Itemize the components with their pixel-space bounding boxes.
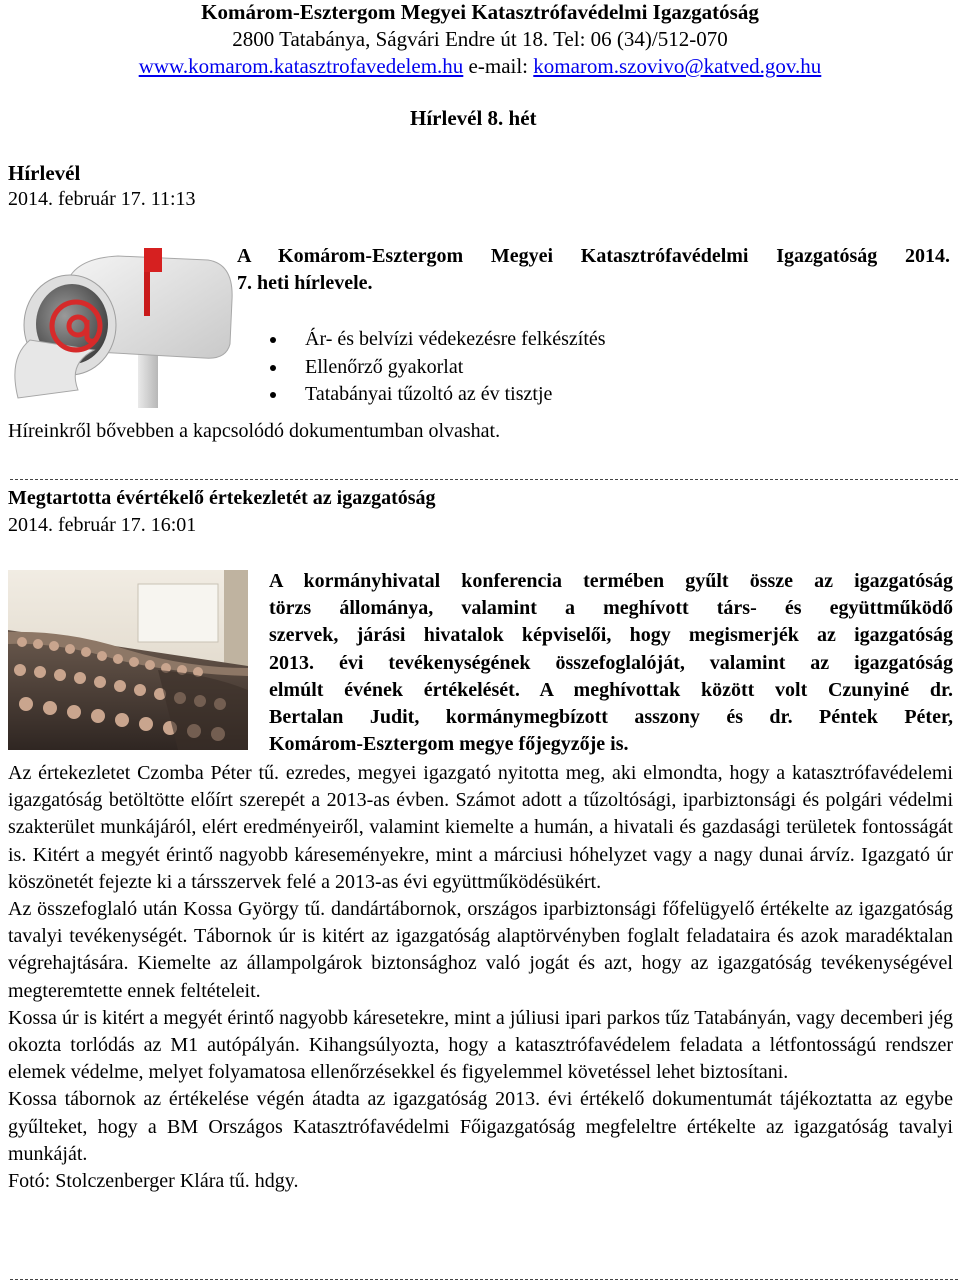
newsletter-label: Hírlevél [8, 161, 81, 185]
article-title: Megtartotta évértékelő értekezletét az igazgatóság [8, 487, 436, 509]
article-lead [269, 568, 953, 758]
intro-line-2: 7. heti hírlevele. [237, 272, 373, 294]
lead-line: törzs állománya, valamint a meghívott társ- és együttműködő [269, 597, 953, 620]
newsletter-title: Hírlevél 8. hét [410, 106, 537, 130]
list-item: Ellenőrző gyakorlat [270, 354, 606, 382]
list-item: Ár- és belvízi védekezésre felkészítés [270, 326, 606, 354]
lead-line: 2013. évi tevékenységének összefoglalóját, valamint az igazgatóság [269, 651, 953, 674]
highlights-list [270, 326, 606, 409]
newsletter-date: 2014. február 17. 11:13 [8, 188, 196, 210]
more-info-text: Híreinkről bővebben a kapcsolódó dokumentumban olvashat. [8, 420, 501, 442]
contact-line [0, 53, 960, 80]
intro-line-1: A Komárom-Esztergom Megyei Katasztrófavédelmi Igazgatóság 2014. [237, 245, 950, 267]
email-link[interactable]: komarom.szovivo@katved.gov.hu [533, 54, 822, 78]
divider [10, 1279, 958, 1280]
article-date: 2014. február 17. 16:01 [8, 514, 197, 536]
mailbox-icon [8, 240, 236, 408]
article-paragraph: Az értekezletet Czomba Péter tű. ezredes, megyei igazgató nyitotta meg, aki elmondta, hogy a katasztrófavédelemi igazgatóság betöltötte előírt szerepét a 2013-as évben. Számot adott a tűzoltósági, iparbiztonsági és polgári védelmi szakterület munkájáról, elért eredményeiről, valamint kiemelte a humán, a hivatali és gazdasági területek fontosságát is. Kitért a megyét érintő nagyobb káreseményekre, mint a márciusi hóhelyzet vagy a nagy dunai árvíz. Igazgató úr köszönetét fejezte ki a társszervek felé a 2013-as évi együttműködésükért. [8, 762, 953, 893]
lead-line: A kormányhivatal konferencia termében gyűlt össze az igazgatóság [269, 570, 953, 592]
photo-credit: Fotó: Stolczenberger Klára tű. hdgy. [8, 1170, 299, 1193]
org-name: Komárom-Esztergom Megyei Katasztrófavédelmi Igazgatóság [201, 0, 759, 24]
website-link[interactable]: www.komarom.katasztrofavedelem.hu [138, 54, 464, 78]
article-paragraph: Kossa úr is kitért a megyét érintő nagyobb káresetekre, mint a júliusi ipari parkos tűz Tatabányán, vagy decemberi jég okozta torlódás az M1 autópályán. Kihangsúlyozta, hogy a katasztrófavédelem feladata a létfontosságú rendszer elemek védelme, melyet folyamatosa ellenőrzésekkel és figyelemmel követéssel lehet biztosítani. [8, 1006, 953, 1084]
article-paragraph: Az összefoglaló után Kossa György tű. dandártábornok, országos iparbiztonsági főfelügyelő értékelte az igazgatóság tavalyi tevékenységét. Tábornok úr is kitért az igazgatóság alaptörvényben foglalt feladataira és azok maradéktalan végrehajtására. Kiemelte az állampolgárok biztonsághoz való jogát és azt, hogy az igazgatóság tevékenységével megteremtette ennek feltételeit. [8, 898, 953, 1002]
org-address: 2800 Tatabánya, Ságvári Endre út 18. Tel: 06 (34)/512-070 [232, 27, 728, 51]
list-item: Tatabányai tűzoltó az év tisztje [270, 381, 606, 409]
lead-line: szervek, járási hivatalok képviselői, hogy megismerjék az igazgatóság [269, 624, 953, 647]
lead-line: Komárom-Esztergom megye főjegyzője is. [269, 733, 629, 756]
lead-line: Bertalan Judit, kormánymegbízott asszony és dr. Péntek Péter, [269, 706, 953, 729]
lead-line: elmúlt évének értékelését. A meghívottak között volt Czunyiné dr. [269, 678, 953, 701]
divider [10, 479, 958, 480]
article-body [8, 760, 953, 1195]
conference-photo [8, 570, 248, 750]
article-paragraph: Kossa tábornok az értékelése végén átadta az igazgatóság 2013. évi értékelő dokumentumát tájékoztatta az egybe gyűlteket, hogy a BM Országos Katasztrófavédelmi Főigazgatóság megfeleltre értékelte az igazgatóság tavalyi munkáját. [8, 1088, 953, 1165]
email-label: e-mail: [468, 54, 529, 78]
